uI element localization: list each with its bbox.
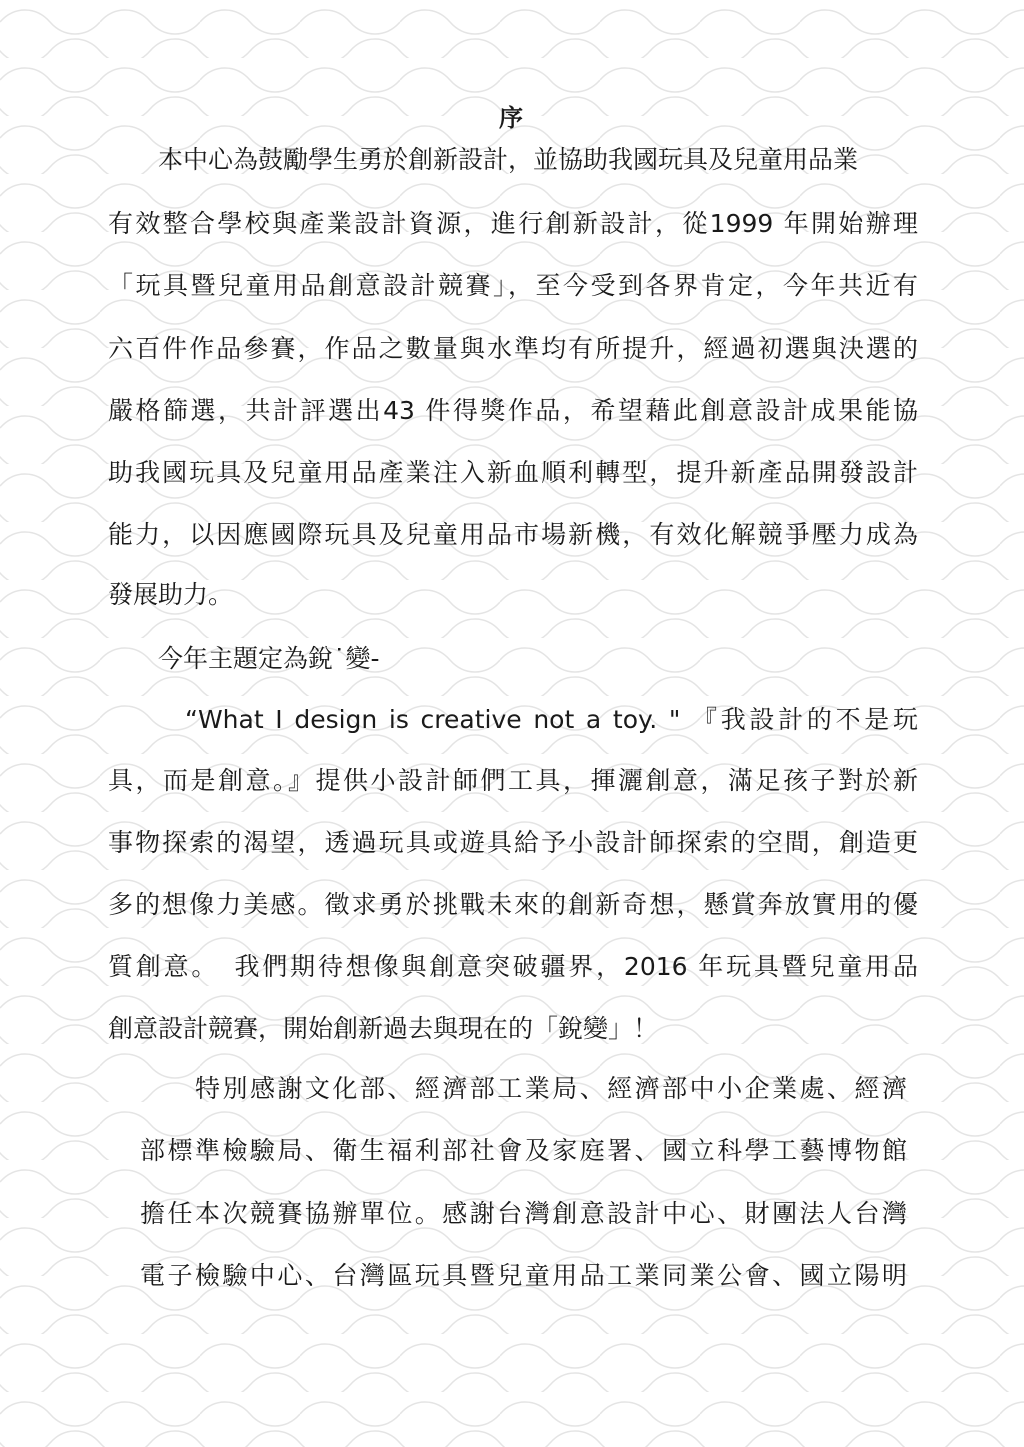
- paragraph-3-line-3: 事物探索的渴望，透過玩具或遊具給予小設計師探索的空間，創造更: [108, 828, 918, 857]
- paragraph-3-line-4: 多的想像力美感。徵求勇於挑戰未來的創新奇想，懸賞奔放實用的優: [108, 890, 918, 919]
- paragraph-1-line-4: 六百件作品參賽，作品之數量與水準均有所提升，經過初選與決選的: [108, 334, 918, 363]
- paragraph-1-line-6: 助我國玩具及兒童用品產業注入新血順利轉型，提升新產品開發設計: [108, 458, 918, 487]
- paragraph-4-line-4: 電子檢驗中心、台灣區玩具暨兒童用品工業同業公會、國立陽明: [140, 1261, 907, 1290]
- paragraph-1-line-3: 「玩具暨兒童用品創意設計競賽」，至今受到各界肯定，今年共近有: [108, 271, 918, 300]
- paragraph-3-line-5: 質創意。 我們期待想像與創意突破疆界，2016 年玩具暨兒童用品: [108, 952, 918, 981]
- paragraph-1-line-2: 有效整合學校與產業設計資源，進行創新設計，從1999 年開始辦理: [108, 209, 918, 238]
- paragraph-1-line-5: 嚴格篩選，共計評選出43 件得獎作品，希望藉此創意設計成果能協: [108, 396, 918, 425]
- paragraph-3-line-1: “What I design is creative not a toy. " 『我設計的不是玩: [185, 705, 918, 734]
- paragraph-1-line-7: 能力，以因應國際玩具及兒童用品市場新機，有效化解競爭壓力成為: [108, 520, 918, 549]
- page-title: 序: [499, 104, 525, 132]
- paragraph-1-line-1: 本中心為鼓勵學生勇於創新設計，並協助我國玩具及兒童用品業: [158, 145, 859, 174]
- paragraph-2-line-1: 今年主題定為銳˙變-: [158, 644, 380, 673]
- paragraph-3-line-6: 創意設計競賽，開始創新過去與現在的「銳變」！: [108, 1014, 659, 1043]
- paragraph-3-line-2: 具，而是創意。』提供小設計師們工具，揮灑創意，滿足孩子對於新: [108, 766, 918, 795]
- paragraph-4-line-3: 擔任本次競賽協辦單位。感謝台灣創意設計中心、財團法人台灣: [140, 1199, 907, 1228]
- paragraph-4-line-1: 特別感謝文化部、經濟部工業局、經濟部中小企業處、經濟: [195, 1074, 907, 1103]
- paragraph-4-line-2: 部標準檢驗局、衛生福利部社會及家庭署、國立科學工藝博物館: [140, 1136, 907, 1165]
- paragraph-1-line-8: 發展助力。: [108, 580, 234, 609]
